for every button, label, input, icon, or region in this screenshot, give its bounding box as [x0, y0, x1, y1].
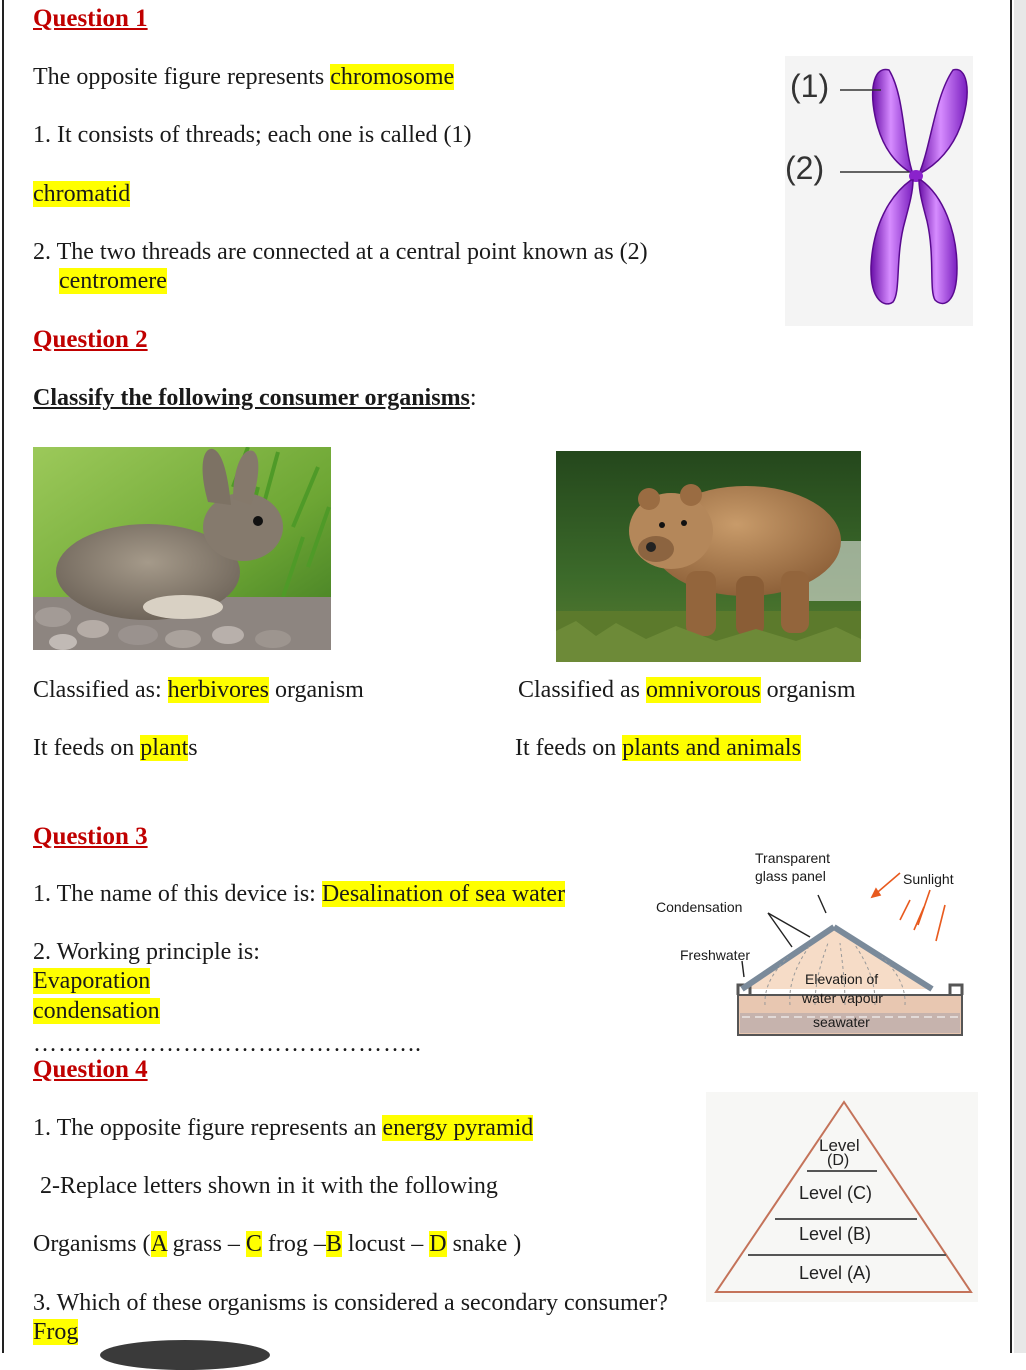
q2-right-classified-pre: Classified as: [518, 677, 646, 703]
q2-left-classified-pre: Classified as:: [33, 677, 168, 703]
q2-left-feeds-post: s: [188, 735, 198, 761]
label-sunlight: Sunlight: [903, 871, 954, 887]
q2-right-feeds: [515, 734, 801, 762]
page-border-right: [1010, 0, 1012, 1353]
q2-answer-plant: plant: [140, 735, 189, 761]
q4-org-grass: grass –: [166, 1231, 246, 1257]
energy-pyramid: [706, 1092, 978, 1302]
q4-answer-energy-pyramid: energy pyramid: [382, 1115, 534, 1141]
pyramid-level-c: Level (C): [799, 1183, 873, 1203]
q3-item1-text: 1. The name of this device is:: [33, 881, 322, 907]
q1-answer-centromere: centromere: [59, 268, 167, 294]
q2-right-classified-post: organism: [760, 677, 856, 703]
question-4-title: Question 4: [33, 1056, 148, 1083]
page-edge-shadow: [1014, 0, 1026, 1353]
chromosome-label-2: (2): [785, 150, 825, 186]
q2-left-classified: [33, 676, 364, 704]
q3-answer-condensation-line: [33, 997, 160, 1025]
q2-answer-plants-and-animals: plants and animals: [622, 735, 801, 761]
q3-item2: 2. Working principle is:: [33, 939, 260, 965]
q4-letter-c: C: [245, 1231, 262, 1257]
question-1-title: Question 1: [33, 5, 148, 32]
pyramid-level-d-letter: (D): [827, 1152, 850, 1169]
q2-instruction: [33, 384, 477, 412]
q1-item1: 1. It consists of threads; each one is called (1): [33, 122, 472, 148]
q4-letter-b: B: [325, 1231, 342, 1257]
q2-right-classified: [518, 676, 856, 704]
q4-org-locust: locust –: [341, 1231, 430, 1257]
pyramid-level-b: Level (B): [799, 1224, 872, 1244]
label-elevation: Elevation of: [805, 971, 879, 987]
q4-item2: 2-Replace letters shown in it with the following: [40, 1173, 498, 1199]
chromosome-label-1: (1): [790, 68, 830, 104]
q1-item2: 2. The two threads are connected at a central point known as (2): [33, 239, 648, 265]
label-water-vapour: water vapour: [802, 990, 883, 1006]
chromosome-figure: [785, 56, 973, 326]
q4-item1: [33, 1114, 533, 1142]
q4-item1-text: 1. The opposite figure represents an: [33, 1115, 383, 1141]
q1-answer-chromosome: chromosome: [330, 64, 455, 90]
q3-answer-evaporation: Evaporation: [33, 968, 151, 994]
q1-item1-answer: [33, 180, 130, 208]
q4-org-frog: frog –: [261, 1231, 326, 1257]
q4-org-snake: snake ): [446, 1231, 522, 1257]
label-glass-panel: glass panel: [755, 868, 826, 884]
q2-instruction-colon: :: [469, 385, 477, 411]
q1-line1-text: The opposite figure represents: [33, 64, 331, 90]
q3-answer-desalination: Desalination of sea water: [321, 881, 566, 907]
q2-right-feeds-pre: It feeds on: [515, 735, 623, 761]
question-3-title: Question 3: [33, 823, 148, 850]
rabbit-photo: [33, 447, 331, 650]
pyramid-level-a: Level (A): [799, 1263, 872, 1283]
label-freshwater: Freshwater: [680, 947, 751, 963]
q4-org-pre: Organisms (: [33, 1231, 151, 1257]
desalination-diagram: [650, 845, 970, 1045]
question-2-title: Question 2: [33, 326, 148, 353]
q2-instruction-text: Classify the following consumer organisms: [33, 385, 470, 411]
q4-letter-d: D: [429, 1231, 447, 1257]
scan-shadow-artifact: [100, 1340, 270, 1370]
q3-answer-condensation: condensation: [33, 998, 160, 1024]
q2-answer-omnivorous: omnivorous: [645, 677, 761, 703]
label-condensation: Condensation: [656, 899, 743, 915]
q4-item3: 3. Which of these organisms is considered a secondary consumer?: [33, 1290, 668, 1316]
label-transparent: Transparent: [755, 850, 830, 866]
q4-answer-frog: Frog: [33, 1319, 79, 1345]
q1-item2-answer: [59, 267, 167, 295]
q3-item1: [33, 880, 565, 908]
q4-item3-answer-line: [33, 1318, 78, 1346]
q1-answer-chromatid: chromatid: [33, 181, 131, 207]
q2-left-feeds: [33, 734, 198, 762]
q1-line1: [33, 63, 454, 91]
q2-answer-herbivores: herbivores: [167, 677, 269, 703]
pyramid-level-d-word: Level: [819, 1136, 860, 1155]
q4-organisms: [33, 1230, 521, 1258]
q3-answer-evaporation-line: [33, 967, 150, 995]
label-seawater: seawater: [813, 1014, 870, 1030]
bear-photo: [556, 451, 861, 662]
q4-letter-a: A: [150, 1231, 167, 1257]
q2-left-feeds-pre: It feeds on: [33, 735, 141, 761]
q3-dotted-line: ………………………………………..: [33, 1031, 422, 1057]
q2-left-classified-post: organism: [268, 677, 364, 703]
page-border-left: [2, 0, 4, 1353]
